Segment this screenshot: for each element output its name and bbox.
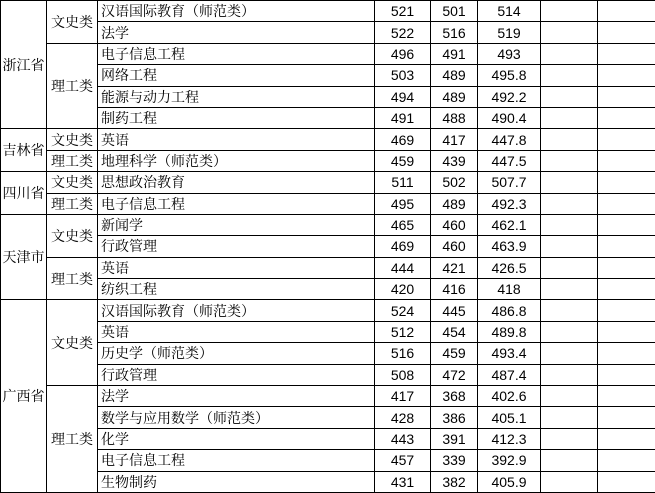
empty-cell	[541, 236, 598, 257]
score-cell: 463.9	[478, 236, 541, 257]
score-cell: 447.5	[478, 150, 541, 171]
score-cell: 508	[375, 364, 431, 385]
empty-cell	[598, 236, 655, 257]
score-cell: 428	[375, 407, 431, 428]
major-cell: 思想政治教育	[98, 172, 375, 193]
score-cell: 496	[375, 43, 431, 64]
province-cell: 天津市	[1, 214, 47, 300]
empty-cell	[541, 450, 598, 471]
table-row	[1, 364, 655, 385]
category-cell: 理工类	[47, 43, 98, 129]
score-cell: 522	[375, 22, 431, 43]
score-cell: 487.4	[478, 364, 541, 385]
score-cell: 443	[375, 428, 431, 449]
score-cell: 491	[431, 43, 478, 64]
empty-cell	[541, 214, 598, 235]
empty-cell	[598, 364, 655, 385]
score-cell: 490.4	[478, 107, 541, 128]
score-cell: 495.8	[478, 65, 541, 86]
major-cell: 生物制药	[98, 471, 375, 492]
category-cell: 文史类	[47, 214, 98, 257]
score-cell: 444	[375, 257, 431, 278]
empty-cell	[541, 386, 598, 407]
major-cell: 数学与应用数学（师范类）	[98, 407, 375, 428]
table-row	[1, 43, 655, 64]
province-cell: 广西省	[1, 300, 47, 493]
score-cell: 445	[431, 300, 478, 321]
score-cell: 491	[375, 107, 431, 128]
score-cell: 516	[375, 343, 431, 364]
score-cell: 386	[431, 407, 478, 428]
table-row	[1, 129, 655, 150]
major-cell: 行政管理	[98, 364, 375, 385]
score-cell: 405.9	[478, 471, 541, 492]
score-cell: 460	[431, 214, 478, 235]
table-row	[1, 471, 655, 492]
score-cell: 402.6	[478, 386, 541, 407]
major-cell: 汉语国际教育（师范类）	[98, 300, 375, 321]
category-cell: 理工类	[47, 193, 98, 214]
score-cell: 492.3	[478, 193, 541, 214]
empty-cell	[598, 428, 655, 449]
empty-cell	[541, 407, 598, 428]
score-cell: 489	[431, 65, 478, 86]
empty-cell	[598, 450, 655, 471]
score-cell: 507.7	[478, 172, 541, 193]
empty-cell	[598, 43, 655, 64]
score-cell: 489	[431, 86, 478, 107]
category-cell: 理工类	[47, 386, 98, 493]
province-cell: 四川省	[1, 172, 47, 215]
score-cell: 454	[431, 321, 478, 342]
score-cell: 412.3	[478, 428, 541, 449]
score-cell: 516	[431, 22, 478, 43]
major-cell: 制药工程	[98, 107, 375, 128]
score-cell: 495	[375, 193, 431, 214]
table-row	[1, 257, 655, 278]
empty-cell	[541, 193, 598, 214]
major-cell: 纺织工程	[98, 279, 375, 300]
score-cell: 524	[375, 300, 431, 321]
empty-cell	[598, 214, 655, 235]
score-cell: 462.1	[478, 214, 541, 235]
empty-cell	[541, 364, 598, 385]
score-cell: 512	[375, 321, 431, 342]
score-cell: 502	[431, 172, 478, 193]
empty-cell	[598, 471, 655, 492]
table-row	[1, 279, 655, 300]
score-cell: 503	[375, 65, 431, 86]
empty-cell	[598, 172, 655, 193]
table-row	[1, 343, 655, 364]
empty-cell	[598, 279, 655, 300]
score-cell: 472	[431, 364, 478, 385]
score-cell: 391	[431, 428, 478, 449]
score-cell: 519	[478, 22, 541, 43]
table-row	[1, 150, 655, 171]
empty-cell	[541, 129, 598, 150]
score-cell: 418	[478, 279, 541, 300]
table-row	[1, 386, 655, 407]
major-cell: 英语	[98, 257, 375, 278]
major-cell: 英语	[98, 321, 375, 342]
table-row	[1, 193, 655, 214]
province-cell: 吉林省	[1, 129, 47, 172]
score-cell: 431	[375, 471, 431, 492]
major-cell: 电子信息工程	[98, 450, 375, 471]
major-cell: 行政管理	[98, 236, 375, 257]
major-cell: 法学	[98, 386, 375, 407]
score-cell: 459	[375, 150, 431, 171]
empty-cell	[541, 172, 598, 193]
score-cell: 420	[375, 279, 431, 300]
table-row	[1, 300, 655, 321]
table-row	[1, 321, 655, 342]
empty-cell	[598, 407, 655, 428]
empty-cell	[598, 1, 655, 22]
empty-cell	[541, 279, 598, 300]
empty-cell	[598, 86, 655, 107]
empty-cell	[541, 150, 598, 171]
empty-cell	[541, 321, 598, 342]
category-cell: 理工类	[47, 257, 98, 300]
empty-cell	[598, 150, 655, 171]
table-row	[1, 22, 655, 43]
score-cell: 486.8	[478, 300, 541, 321]
score-cell: 493.4	[478, 343, 541, 364]
score-cell: 501	[431, 1, 478, 22]
major-cell: 电子信息工程	[98, 43, 375, 64]
major-cell: 能源与动力工程	[98, 86, 375, 107]
score-cell: 465	[375, 214, 431, 235]
empty-cell	[541, 86, 598, 107]
score-cell: 492.2	[478, 86, 541, 107]
table-row	[1, 65, 655, 86]
empty-cell	[541, 1, 598, 22]
score-cell: 469	[375, 236, 431, 257]
category-cell: 文史类	[47, 129, 98, 150]
empty-cell	[541, 300, 598, 321]
score-cell: 405.1	[478, 407, 541, 428]
table-row	[1, 214, 655, 235]
score-cell: 392.9	[478, 450, 541, 471]
major-cell: 历史学（师范类）	[98, 343, 375, 364]
empty-cell	[541, 343, 598, 364]
score-cell: 460	[431, 236, 478, 257]
table-row	[1, 450, 655, 471]
category-cell: 理工类	[47, 150, 98, 171]
score-cell: 521	[375, 1, 431, 22]
empty-cell	[598, 257, 655, 278]
table-row	[1, 172, 655, 193]
score-cell: 426.5	[478, 257, 541, 278]
score-cell: 469	[375, 129, 431, 150]
empty-cell	[541, 43, 598, 64]
empty-cell	[598, 65, 655, 86]
major-cell: 地理科学（师范类）	[98, 150, 375, 171]
score-cell: 421	[431, 257, 478, 278]
table-row	[1, 236, 655, 257]
empty-cell	[541, 65, 598, 86]
category-cell: 文史类	[47, 300, 98, 386]
score-cell: 339	[431, 450, 478, 471]
score-cell: 382	[431, 471, 478, 492]
table-row	[1, 428, 655, 449]
table-row	[1, 1, 655, 22]
major-cell: 化学	[98, 428, 375, 449]
empty-cell	[541, 428, 598, 449]
table-row	[1, 86, 655, 107]
table-row	[1, 107, 655, 128]
major-cell: 电子信息工程	[98, 193, 375, 214]
score-cell: 417	[431, 129, 478, 150]
score-cell: 489.8	[478, 321, 541, 342]
score-table-body	[1, 1, 655, 493]
category-cell: 文史类	[47, 172, 98, 193]
empty-cell	[598, 386, 655, 407]
score-cell: 459	[431, 343, 478, 364]
score-cell: 368	[431, 386, 478, 407]
empty-cell	[541, 107, 598, 128]
score-cell: 417	[375, 386, 431, 407]
score-cell: 511	[375, 172, 431, 193]
major-cell: 法学	[98, 22, 375, 43]
score-cell: 416	[431, 279, 478, 300]
major-cell: 新闻学	[98, 214, 375, 235]
score-cell: 457	[375, 450, 431, 471]
major-cell: 汉语国际教育（师范类）	[98, 1, 375, 22]
score-cell: 493	[478, 43, 541, 64]
empty-cell	[598, 321, 655, 342]
empty-cell	[598, 300, 655, 321]
empty-cell	[541, 22, 598, 43]
score-cell: 439	[431, 150, 478, 171]
category-cell: 文史类	[47, 1, 98, 44]
score-cell: 488	[431, 107, 478, 128]
empty-cell	[541, 257, 598, 278]
empty-cell	[598, 129, 655, 150]
empty-cell	[598, 107, 655, 128]
empty-cell	[598, 193, 655, 214]
major-cell: 网络工程	[98, 65, 375, 86]
score-cell: 514	[478, 1, 541, 22]
score-cell: 447.8	[478, 129, 541, 150]
major-cell: 英语	[98, 129, 375, 150]
score-cell: 494	[375, 86, 431, 107]
empty-cell	[598, 22, 655, 43]
score-cell: 489	[431, 193, 478, 214]
province-cell: 浙江省	[1, 1, 47, 129]
empty-cell	[598, 343, 655, 364]
table-row	[1, 407, 655, 428]
empty-cell	[541, 471, 598, 492]
